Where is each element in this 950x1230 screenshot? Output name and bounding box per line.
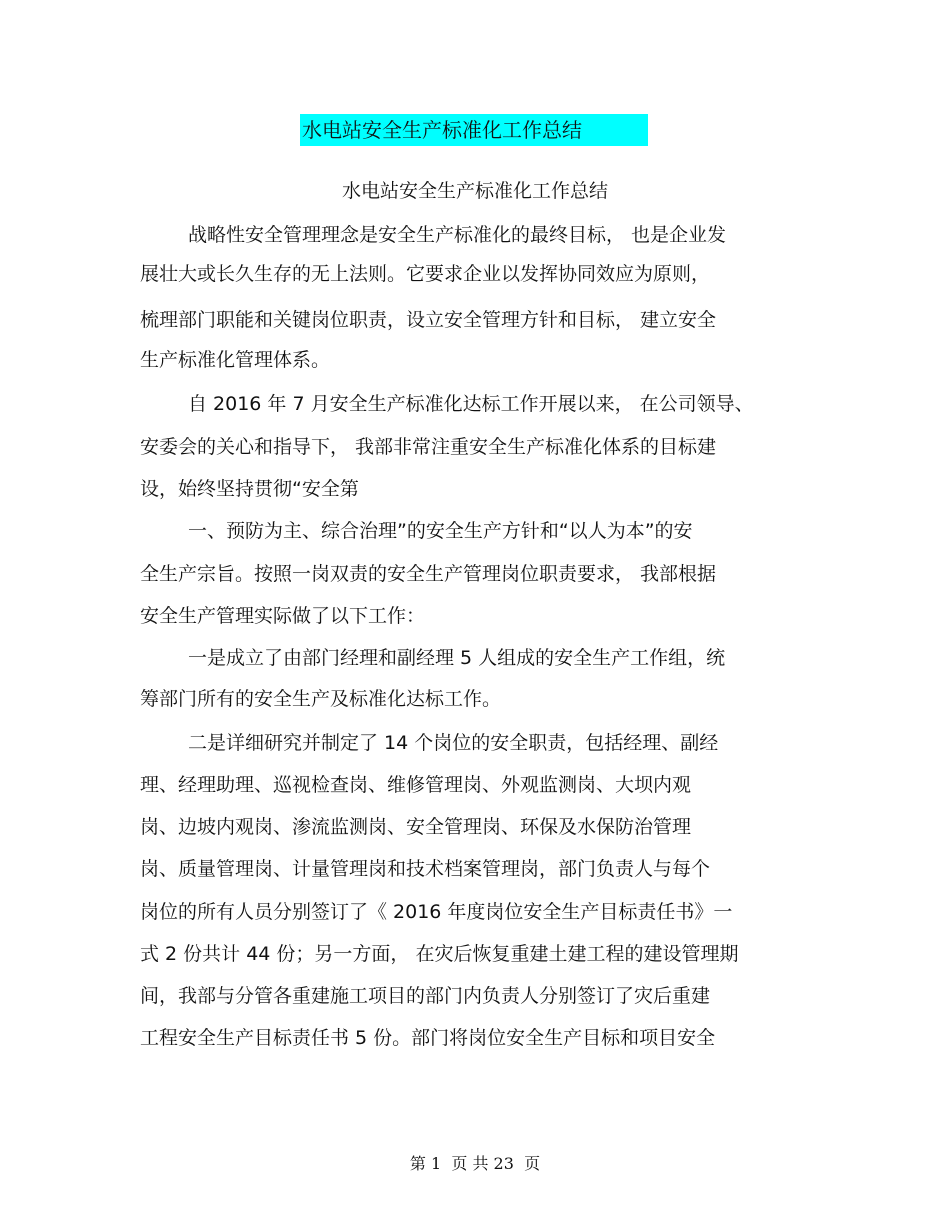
body-line: 一、预防为主、综合治理”的安全生产方针和“以人为本”的安 — [188, 520, 693, 542]
highlighted-title: 水电站安全生产标准化工作总结 — [300, 114, 648, 146]
body-line: 战略性安全管理理念是安全生产标准化的最终目标， 也是企业发 — [188, 224, 727, 246]
body-line: 展壮大或长久生存的无上法则。它要求企业以发挥协同效应为原则， — [140, 263, 711, 285]
body-line: 安委会的关心和指导下， 我部非常注重安全生产标准化体系的目标建 — [140, 436, 717, 458]
body-line: 一是成立了由部门经理和副经理 5 人组成的安全生产工作组，统 — [188, 647, 726, 669]
document-subtitle: 水电站安全生产标准化工作总结 — [341, 180, 608, 202]
body-line: 岗位的所有人员分别签订了《 2016 年度岗位安全生产目标责任书》一 — [140, 901, 733, 923]
body-line: 式 2 份共计 44 份；另一方面， 在灾后恢复重建土建工程的建设管理期 — [140, 943, 739, 965]
body-line: 间，我部与分管各重建施工项目的部门内负责人分别签订了灾后重建 — [140, 985, 711, 1007]
body-line: 工程安全生产目标责任书 5 份。部门将岗位安全生产目标和项目安全 — [140, 1027, 716, 1049]
body-line: 岗、边坡内观岗、渗流监测岗、安全管理岗、环保及水保防治管理 — [140, 816, 692, 838]
body-line: 岗、质量管理岗、计量管理岗和技术档案管理岗，部门负责人与每个 — [140, 858, 711, 880]
page-number-footer: 第 1 页 共 23 页 — [409, 1154, 541, 1173]
body-line: 安全生产管理实际做了以下工作： — [140, 605, 426, 627]
body-line: 全生产宗旨。按照一岗双责的安全生产管理岗位职责要求， 我部根据 — [140, 563, 717, 585]
body-line: 二是详细研究并制定了 14 个岗位的安全职责，包括经理、副经 — [188, 732, 719, 754]
body-line: 筹部门所有的安全生产及标准化达标工作。 — [140, 688, 502, 710]
body-line: 生产标准化管理体系。 — [140, 349, 331, 371]
body-line: 自 2016 年 7 月安全生产标准化达标工作开展以来， 在公司领导、 — [188, 393, 754, 415]
body-line: 理、经理助理、巡视检查岗、维修管理岗、外观监测岗、大坝内观 — [140, 774, 692, 796]
body-line: 设，始终坚持贯彻“安全第 — [140, 478, 359, 500]
body-line: 梳理部门职能和关键岗位职责，设立安全管理方针和目标， 建立安全 — [140, 309, 717, 331]
